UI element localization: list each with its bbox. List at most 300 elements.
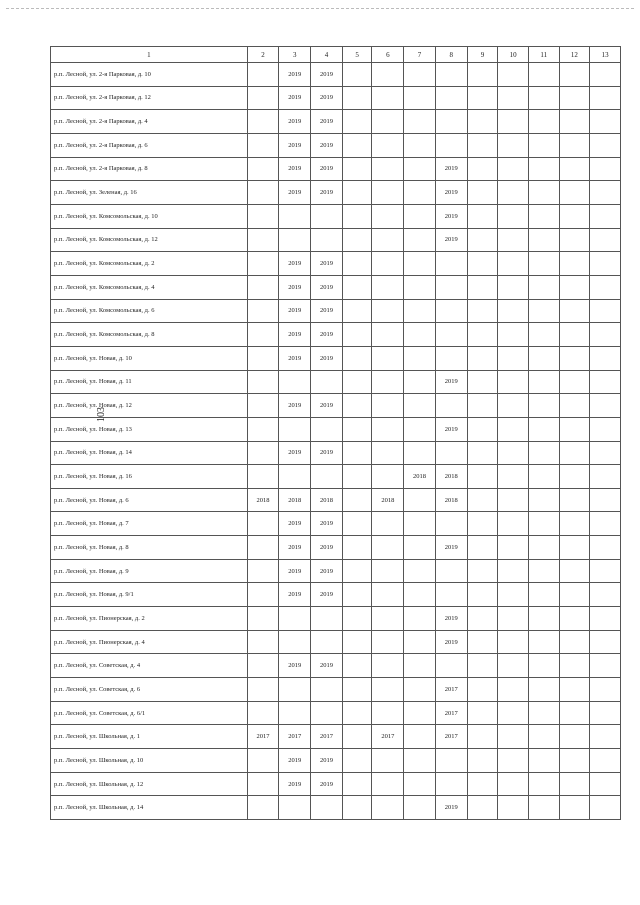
year-cell xyxy=(559,110,590,134)
year-cell xyxy=(342,536,372,560)
year-cell xyxy=(498,607,529,631)
year-cell xyxy=(498,63,529,87)
year-cell xyxy=(279,204,311,228)
year-cell xyxy=(247,181,279,205)
year-cell xyxy=(590,63,621,87)
year-cell xyxy=(342,370,372,394)
year-cell xyxy=(528,488,559,512)
year-cell xyxy=(372,701,404,725)
year-cell xyxy=(559,725,590,749)
address-cell: р.п. Лесной, ул. Зеленая, д. 16 xyxy=(51,181,248,205)
year-cell: 2019 xyxy=(279,559,311,583)
year-cell xyxy=(559,630,590,654)
year-cell xyxy=(247,630,279,654)
year-cell xyxy=(372,654,404,678)
year-cell xyxy=(498,323,529,347)
year-cell xyxy=(247,441,279,465)
year-cell xyxy=(498,654,529,678)
year-cell xyxy=(435,559,467,583)
year-cell xyxy=(590,417,621,441)
year-cell xyxy=(404,559,436,583)
column-header: 4 xyxy=(311,47,343,63)
year-cell xyxy=(590,204,621,228)
year-cell xyxy=(372,394,404,418)
year-cell xyxy=(559,417,590,441)
year-cell xyxy=(435,323,467,347)
year-cell xyxy=(590,133,621,157)
year-cell xyxy=(559,204,590,228)
year-cell: 2019 xyxy=(279,772,311,796)
year-cell: 2019 xyxy=(435,181,467,205)
column-header: 12 xyxy=(559,47,590,63)
year-cell xyxy=(498,299,529,323)
address-cell: р.п. Лесной, ул. Комсомольская, д. 12 xyxy=(51,228,248,252)
year-cell: 2019 xyxy=(311,536,343,560)
address-cell: р.п. Лесной, ул. 2-я Парковая, д. 10 xyxy=(51,63,248,87)
year-cell xyxy=(372,157,404,181)
table-row xyxy=(51,346,621,370)
year-cell xyxy=(435,394,467,418)
year-cell xyxy=(342,86,372,110)
year-cell: 2019 xyxy=(279,63,311,87)
year-cell xyxy=(372,370,404,394)
year-cell xyxy=(559,701,590,725)
year-cell xyxy=(247,110,279,134)
year-cell: 2019 xyxy=(279,536,311,560)
year-cell xyxy=(372,63,404,87)
year-cell: 2019 xyxy=(435,630,467,654)
year-cell: 2018 xyxy=(435,465,467,489)
year-cell xyxy=(372,441,404,465)
year-cell xyxy=(404,725,436,749)
year-cell xyxy=(372,607,404,631)
year-cell xyxy=(342,559,372,583)
year-cell xyxy=(342,772,372,796)
year-cell: 2019 xyxy=(311,63,343,87)
year-cell xyxy=(528,678,559,702)
year-cell xyxy=(467,63,498,87)
year-cell xyxy=(404,772,436,796)
year-cell xyxy=(528,133,559,157)
year-cell xyxy=(498,275,529,299)
year-cell xyxy=(247,346,279,370)
year-cell xyxy=(342,63,372,87)
table-row xyxy=(51,559,621,583)
year-cell xyxy=(559,465,590,489)
year-cell: 2017 xyxy=(435,725,467,749)
table-row xyxy=(51,488,621,512)
year-cell xyxy=(528,157,559,181)
table-row xyxy=(51,275,621,299)
year-cell xyxy=(372,583,404,607)
address-cell: р.п. Лесной, ул. Новая, д. 10 xyxy=(51,346,248,370)
year-cell xyxy=(247,133,279,157)
year-cell xyxy=(311,678,343,702)
table-row xyxy=(51,86,621,110)
year-cell xyxy=(590,370,621,394)
year-cell xyxy=(342,228,372,252)
year-cell xyxy=(404,370,436,394)
year-cell xyxy=(498,536,529,560)
address-cell: р.п. Лесной, ул. 2-я Парковая, д. 4 xyxy=(51,110,248,134)
address-cell: р.п. Лесной, ул. Советская, д. 6/1 xyxy=(51,701,248,725)
address-cell: р.п. Лесной, ул. Новая, д. 7 xyxy=(51,512,248,536)
year-cell xyxy=(498,370,529,394)
year-cell xyxy=(372,228,404,252)
year-cell: 2019 xyxy=(279,275,311,299)
year-cell xyxy=(559,536,590,560)
year-cell xyxy=(590,323,621,347)
year-cell: 2019 xyxy=(279,157,311,181)
year-cell xyxy=(528,796,559,820)
year-cell: 2019 xyxy=(279,110,311,134)
table-row xyxy=(51,654,621,678)
year-cell xyxy=(528,772,559,796)
year-cell: 2019 xyxy=(311,772,343,796)
year-cell xyxy=(528,607,559,631)
year-cell xyxy=(372,512,404,536)
table-row xyxy=(51,796,621,820)
year-cell xyxy=(590,181,621,205)
year-cell xyxy=(404,204,436,228)
year-cell xyxy=(247,465,279,489)
year-cell: 2019 xyxy=(279,86,311,110)
year-cell xyxy=(404,133,436,157)
year-cell xyxy=(467,559,498,583)
year-cell xyxy=(342,204,372,228)
column-header: 11 xyxy=(528,47,559,63)
year-cell xyxy=(372,204,404,228)
year-cell xyxy=(372,630,404,654)
year-cell xyxy=(467,110,498,134)
year-cell xyxy=(404,488,436,512)
year-cell xyxy=(498,559,529,583)
year-cell xyxy=(528,630,559,654)
year-cell xyxy=(528,63,559,87)
year-cell xyxy=(590,607,621,631)
year-cell xyxy=(372,796,404,820)
year-cell: 2019 xyxy=(311,394,343,418)
year-cell xyxy=(404,441,436,465)
year-cell: 2017 xyxy=(279,725,311,749)
year-cell xyxy=(404,181,436,205)
table-row xyxy=(51,749,621,773)
address-cell: р.п. Лесной, ул. Комсомольская, д. 6 xyxy=(51,299,248,323)
column-header: 2 xyxy=(247,47,279,63)
table-row xyxy=(51,512,621,536)
column-header: 6 xyxy=(372,47,404,63)
year-cell xyxy=(404,323,436,347)
year-cell: 2017 xyxy=(435,701,467,725)
year-cell xyxy=(498,488,529,512)
year-cell xyxy=(467,157,498,181)
year-cell xyxy=(372,252,404,276)
year-cell xyxy=(404,86,436,110)
year-cell xyxy=(435,512,467,536)
year-cell xyxy=(528,725,559,749)
year-cell: 2019 xyxy=(311,346,343,370)
address-cell: р.п. Лесной, ул. Школьная, д. 12 xyxy=(51,772,248,796)
address-cell: р.п. Лесной, ул. Школьная, д. 14 xyxy=(51,796,248,820)
year-cell xyxy=(372,749,404,773)
year-cell xyxy=(247,512,279,536)
year-cell xyxy=(467,394,498,418)
year-cell xyxy=(559,299,590,323)
year-cell xyxy=(247,678,279,702)
year-cell xyxy=(279,417,311,441)
year-cell: 2019 xyxy=(279,654,311,678)
year-cell xyxy=(342,394,372,418)
year-cell xyxy=(559,252,590,276)
year-cell: 2019 xyxy=(279,512,311,536)
year-cell xyxy=(467,607,498,631)
address-cell: р.п. Лесной, ул. Комсомольская, д. 4 xyxy=(51,275,248,299)
year-cell xyxy=(342,441,372,465)
address-cell: р.п. Лесной, ул. Советская, д. 4 xyxy=(51,654,248,678)
year-cell xyxy=(467,488,498,512)
year-cell xyxy=(435,63,467,87)
year-cell xyxy=(404,417,436,441)
year-cell xyxy=(404,275,436,299)
year-cell xyxy=(342,630,372,654)
year-cell xyxy=(590,678,621,702)
year-cell xyxy=(498,394,529,418)
year-cell: 2019 xyxy=(279,346,311,370)
year-cell xyxy=(342,512,372,536)
year-cell xyxy=(247,607,279,631)
address-cell: р.п. Лесной, ул. Новая, д. 11 xyxy=(51,370,248,394)
year-cell xyxy=(311,465,343,489)
year-cell xyxy=(311,417,343,441)
year-cell xyxy=(528,181,559,205)
year-cell xyxy=(498,583,529,607)
table-row xyxy=(51,370,621,394)
year-cell: 2019 xyxy=(435,796,467,820)
year-cell xyxy=(559,63,590,87)
year-cell xyxy=(435,110,467,134)
year-cell xyxy=(342,796,372,820)
year-cell xyxy=(559,86,590,110)
year-cell xyxy=(590,559,621,583)
address-cell: р.п. Лесной, ул. Пионерская, д. 2 xyxy=(51,607,248,631)
year-cell xyxy=(498,772,529,796)
year-cell xyxy=(467,299,498,323)
year-cell xyxy=(498,346,529,370)
year-cell: 2017 xyxy=(435,678,467,702)
year-cell xyxy=(435,749,467,773)
year-cell xyxy=(342,299,372,323)
year-cell xyxy=(528,86,559,110)
address-cell: р.п. Лесной, ул. Новая, д. 8 xyxy=(51,536,248,560)
year-cell xyxy=(467,370,498,394)
year-cell xyxy=(404,394,436,418)
column-header: 7 xyxy=(404,47,436,63)
year-cell xyxy=(247,772,279,796)
year-cell xyxy=(590,725,621,749)
table-row xyxy=(51,63,621,87)
year-cell xyxy=(404,630,436,654)
year-cell xyxy=(404,678,436,702)
year-cell xyxy=(247,654,279,678)
year-cell xyxy=(590,228,621,252)
year-cell: 2019 xyxy=(311,583,343,607)
year-cell: 2019 xyxy=(311,749,343,773)
year-cell: 2018 xyxy=(372,488,404,512)
year-cell xyxy=(404,749,436,773)
year-cell xyxy=(372,678,404,702)
year-cell: 2017 xyxy=(372,725,404,749)
year-cell xyxy=(559,607,590,631)
year-cell xyxy=(528,654,559,678)
year-cell xyxy=(559,275,590,299)
year-cell xyxy=(435,86,467,110)
year-cell xyxy=(528,346,559,370)
address-cell: р.п. Лесной, ул. Пионерская, д. 4 xyxy=(51,630,248,654)
year-cell: 2019 xyxy=(311,512,343,536)
year-cell xyxy=(372,559,404,583)
table-row xyxy=(51,772,621,796)
year-cell xyxy=(404,583,436,607)
year-cell xyxy=(342,749,372,773)
column-header: 5 xyxy=(342,47,372,63)
year-cell xyxy=(528,749,559,773)
year-cell xyxy=(247,370,279,394)
year-cell xyxy=(247,583,279,607)
address-cell: р.п. Лесной, ул. Школьная, д. 1 xyxy=(51,725,248,749)
year-cell: 2018 xyxy=(311,488,343,512)
column-header: 8 xyxy=(435,47,467,63)
year-cell xyxy=(435,252,467,276)
year-cell xyxy=(590,654,621,678)
year-cell xyxy=(559,512,590,536)
year-cell: 2019 xyxy=(311,323,343,347)
table-row xyxy=(51,181,621,205)
year-cell: 2019 xyxy=(435,370,467,394)
year-cell xyxy=(404,512,436,536)
year-cell xyxy=(559,749,590,773)
year-cell xyxy=(498,512,529,536)
year-cell xyxy=(404,607,436,631)
year-cell xyxy=(279,701,311,725)
year-cell xyxy=(528,536,559,560)
year-cell xyxy=(467,441,498,465)
year-cell xyxy=(467,583,498,607)
year-cell: 2019 xyxy=(435,536,467,560)
year-cell xyxy=(372,86,404,110)
year-cell xyxy=(467,772,498,796)
year-cell xyxy=(311,370,343,394)
year-cell xyxy=(247,228,279,252)
year-cell xyxy=(247,275,279,299)
year-cell: 2019 xyxy=(435,228,467,252)
table-row xyxy=(51,133,621,157)
year-cell: 2019 xyxy=(311,133,343,157)
year-cell xyxy=(435,654,467,678)
table-row xyxy=(51,157,621,181)
table-row xyxy=(51,630,621,654)
year-cell xyxy=(467,465,498,489)
address-cell: р.п. Лесной, ул. Новая, д. 6 xyxy=(51,488,248,512)
year-cell xyxy=(590,157,621,181)
year-cell xyxy=(342,133,372,157)
year-cell xyxy=(498,678,529,702)
column-header: 3 xyxy=(279,47,311,63)
year-cell xyxy=(590,630,621,654)
year-cell xyxy=(342,465,372,489)
table-row xyxy=(51,441,621,465)
year-cell xyxy=(559,583,590,607)
year-cell xyxy=(247,86,279,110)
address-cell: р.п. Лесной, ул. Новая, д. 9 xyxy=(51,559,248,583)
year-cell: 2019 xyxy=(311,86,343,110)
year-cell xyxy=(528,512,559,536)
year-cell xyxy=(311,204,343,228)
year-cell xyxy=(404,701,436,725)
year-cell: 2019 xyxy=(435,157,467,181)
column-header: 10 xyxy=(498,47,529,63)
year-cell xyxy=(435,275,467,299)
year-cell: 2019 xyxy=(311,252,343,276)
year-cell xyxy=(467,346,498,370)
year-cell xyxy=(342,110,372,134)
year-cell xyxy=(528,370,559,394)
page-number: 103 xyxy=(96,407,107,422)
address-cell: р.п. Лесной, ул. Новая, д. 9/1 xyxy=(51,583,248,607)
year-cell xyxy=(467,275,498,299)
year-cell xyxy=(467,512,498,536)
year-cell xyxy=(498,157,529,181)
year-cell xyxy=(342,346,372,370)
year-cell xyxy=(404,252,436,276)
year-cell: 2019 xyxy=(311,299,343,323)
table-row xyxy=(51,417,621,441)
address-cell: р.п. Лесной, ул. Новая, д. 13 xyxy=(51,417,248,441)
year-cell: 2019 xyxy=(435,417,467,441)
year-cell xyxy=(590,488,621,512)
year-cell xyxy=(404,796,436,820)
address-cell: р.п. Лесной, ул. Новая, д. 14 xyxy=(51,441,248,465)
year-cell xyxy=(247,299,279,323)
year-cell xyxy=(528,110,559,134)
table-row xyxy=(51,465,621,489)
year-cell xyxy=(590,536,621,560)
year-cell xyxy=(559,323,590,347)
year-cell xyxy=(404,346,436,370)
year-cell xyxy=(590,441,621,465)
year-cell xyxy=(528,583,559,607)
year-cell xyxy=(404,654,436,678)
year-cell: 2019 xyxy=(279,394,311,418)
year-cell xyxy=(528,228,559,252)
year-cell xyxy=(498,465,529,489)
year-cell xyxy=(559,394,590,418)
year-cell xyxy=(498,630,529,654)
year-cell xyxy=(342,654,372,678)
year-cell xyxy=(467,725,498,749)
year-cell xyxy=(372,346,404,370)
year-cell xyxy=(467,654,498,678)
year-cell xyxy=(342,275,372,299)
year-cell xyxy=(372,133,404,157)
year-cell xyxy=(435,346,467,370)
table-row xyxy=(51,110,621,134)
year-cell xyxy=(342,323,372,347)
year-cell xyxy=(559,157,590,181)
year-cell xyxy=(342,583,372,607)
table-row xyxy=(51,228,621,252)
year-cell xyxy=(342,157,372,181)
year-cell: 2019 xyxy=(311,181,343,205)
